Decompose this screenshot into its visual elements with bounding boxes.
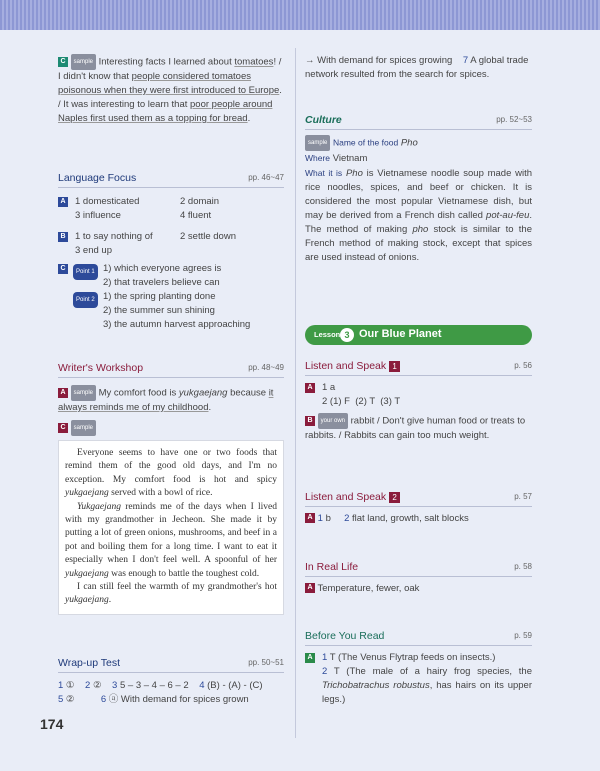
language-focus-section — [58, 172, 284, 334]
before-read-pages: p. 59 — [514, 631, 532, 640]
ww-a-block — [58, 385, 284, 415]
tag-c: C — [58, 423, 68, 433]
tag-a: A — [58, 388, 68, 398]
language-focus-title: Language Focus — [58, 172, 137, 184]
culture-name-row — [305, 135, 532, 151]
wrapup-line2: 5 ② 6 ⓐ With demand for spices grown — [58, 694, 249, 705]
writers-workshop-section — [58, 362, 284, 615]
real-life-a-block — [305, 582, 532, 596]
ww-a-text: My comfort food is yukgaejang because it always reminds me of my childhood. — [58, 387, 274, 413]
continuation-text: → With demand for spices growing 7 A global trade network resulted from the search for spices. — [305, 55, 529, 80]
tag-a: A — [305, 653, 315, 663]
tag-a: A — [305, 383, 315, 393]
before-read-a-block — [305, 651, 532, 707]
column-divider — [295, 48, 296, 738]
in-real-life-section — [305, 561, 532, 596]
real-life-title: In Real Life — [305, 561, 359, 573]
tag-c: C — [58, 57, 68, 67]
what-label: What it is — [305, 168, 343, 178]
tag-c: C — [58, 264, 68, 274]
culture-what-row — [305, 166, 532, 265]
lf-a-item: 4 fluent — [180, 210, 212, 221]
lf-c-item: 2) the summer sun shining — [103, 305, 215, 316]
tag-a: A — [305, 513, 315, 523]
lf-b-item: 3 end up — [75, 245, 112, 256]
sample-pill: sample — [71, 385, 96, 401]
listen1-b-block — [305, 413, 532, 443]
lf-c-item: 1) the spring planting done — [103, 291, 216, 302]
name-value: Pho — [400, 137, 418, 149]
listen1-title-text: Listen and Speak — [305, 360, 387, 372]
wrapup-title: Wrap-up Test — [58, 657, 121, 669]
real-life-pages: p. 58 — [514, 562, 532, 571]
listen2-title-text: Listen and Speak — [305, 491, 387, 503]
listen1-b-text: rabbit / Don't give human food or treats to rabbits. / Rabbits can gain too much weight. — [305, 415, 526, 441]
divider-line — [58, 672, 284, 673]
what-text: Pho is Vietnamese noodle soup made with rice noodles, spices, and beef or chicken. It is considered the most popular Vietnamese dish, but may be derived from a French dish called pot-au-feu. The method of making pho stock is similar to the French method of making stock, except that spices are used instead of onions. — [305, 168, 533, 263]
top-sample-block — [58, 54, 284, 126]
before-read-line2: 2 T (The male of a hairy frog species, the Trichobatrachus robustus, has hairs on its upper legs.) — [322, 666, 532, 705]
lesson-number: 3 — [340, 328, 354, 342]
culture-pages: pp. 52~53 — [496, 115, 532, 124]
lf-b-item: 2 settle down — [180, 231, 236, 242]
listen1-a-line2: 2 (1) F (2) T (3) T — [322, 396, 401, 407]
lf-b-block — [58, 230, 284, 260]
listen2-a-text: 1 b 2 flat land, growth, salt blocks — [317, 513, 469, 524]
listen-speak-2-section — [305, 491, 532, 526]
culture-section — [305, 114, 532, 265]
lf-c-item: 3) the autumn harvest approaching — [103, 319, 251, 330]
divider-line — [305, 645, 532, 646]
your-own-pill: your own — [318, 413, 348, 429]
before-read-line1: 1 T (The Venus Flytrap feeds on insects.) — [322, 652, 496, 663]
before-you-read-section — [305, 630, 532, 707]
tag-b: B — [305, 416, 315, 426]
before-read-title: Before You Read — [305, 630, 385, 642]
essay-box: Everyone seems to have one or two foods that remind them of the good old days, and I'm no exception. My comfort food is hot and spicy yukgaejang served with a bowl of rice. Yukgaejang reminds me of the days when I lived with my grandmother in Jecheon. She made it by putting a lot of green onions, mushrooms, and beef in a pot and boiling them for a long time. I want to eat it especially when I don't feel well. A spoonful of her yukgaejang was enough to battle the toughest cold. I can still feel the warmth of my grandmother's hot yukgaejang. — [58, 440, 284, 615]
where-value: Vietnam — [332, 153, 368, 164]
top-sample-text: Interesting facts I learned about tomatoes! / I didn't know that people considered tomatoes poisonous when they were first introduced to Europe. / It was interesting to learn that poor people around Naples first used them as a topping for bread. — [58, 56, 282, 124]
listen2-a-block — [305, 512, 532, 526]
lf-b-item: 1 to say nothing of — [75, 231, 153, 242]
listen2-num: 2 — [389, 492, 400, 503]
top-stripe-band — [0, 0, 600, 30]
lf-c-item: 2) that travelers believe can — [103, 277, 220, 288]
listen2-title — [305, 491, 532, 503]
listen1-a-line1: 1 a — [322, 382, 336, 393]
wrapup-section — [58, 657, 284, 707]
divider-line — [305, 129, 532, 130]
lf-a-item: 1 domesticated — [75, 196, 140, 207]
lf-a-block — [58, 195, 284, 225]
sample-pill: sample — [305, 135, 330, 151]
listen1-num: 1 — [389, 361, 400, 372]
lf-c-block — [58, 262, 284, 334]
lesson-title: Our Blue Planet — [359, 328, 442, 340]
listen-speak-1-section — [305, 360, 532, 443]
listen2-pages: p. 57 — [514, 492, 532, 501]
writers-workshop-pages: pp. 48~49 — [248, 363, 284, 372]
culture-where-row — [305, 151, 532, 166]
tag-a: A — [58, 197, 68, 207]
divider-line — [305, 576, 532, 577]
sample-pill: sample — [71, 54, 96, 70]
lf-a-item: 3 influence — [75, 210, 121, 221]
ww-c-head — [58, 420, 284, 436]
point2-pill: Point 2 — [73, 292, 98, 308]
listen1-a-block — [305, 381, 532, 409]
lf-a-item: 2 domain — [180, 196, 220, 207]
name-label: Name of the food — [332, 137, 399, 148]
listen1-pages: p. 56 — [514, 361, 532, 370]
writers-workshop-title: Writer's Workshop — [58, 362, 144, 374]
sample-pill: sample — [71, 420, 96, 436]
point1-pill: Point 1 — [73, 264, 98, 280]
divider-line — [58, 187, 284, 188]
page-number: 174 — [40, 716, 64, 732]
listen1-title — [305, 360, 532, 372]
lesson-banner — [305, 325, 532, 345]
language-focus-pages: pp. 46~47 — [248, 173, 284, 182]
wrapup-line1: 1 ① 2 ② 3 5 – 3 – 4 – 6 – 2 4 (B) - (A) - (C) — [58, 680, 263, 691]
wrapup-pages: pp. 50~51 — [248, 658, 284, 667]
real-life-a-text: Temperature, fewer, oak — [317, 583, 420, 594]
divider-line — [305, 506, 532, 507]
divider-line — [305, 375, 532, 376]
divider-line — [58, 377, 284, 378]
where-label: Where — [305, 153, 331, 163]
culture-title: Culture — [305, 114, 342, 126]
lesson-label: Lesson — [314, 330, 341, 339]
tag-a: A — [305, 583, 315, 593]
lf-c-item: 1) which everyone agrees is — [103, 263, 222, 274]
tag-b: B — [58, 232, 68, 242]
